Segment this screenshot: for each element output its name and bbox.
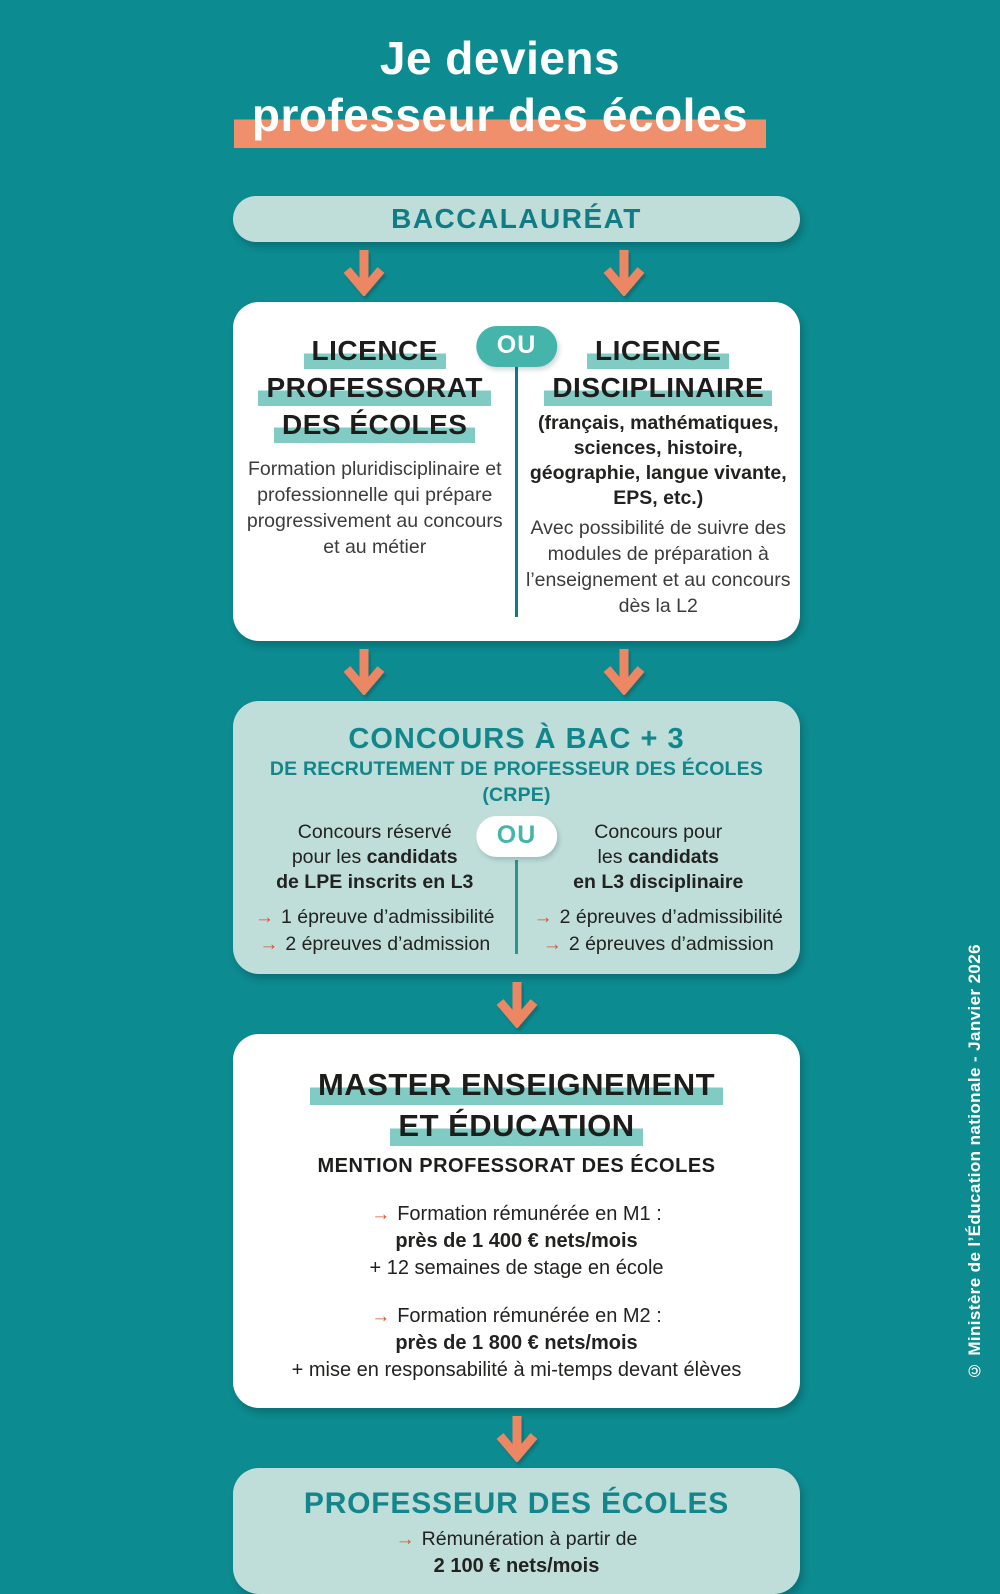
licence-pe-heading-line: PROFESSORAT [241,369,509,406]
title-line-2 [0,87,1000,144]
right-arrow-icon: → [371,1204,391,1225]
professeur-salary [233,1526,800,1580]
down-arrow-icon [496,982,538,1028]
arrow-master-to-professeur [233,1416,800,1462]
arrows-bac-to-licence [233,250,800,296]
concours-lpe-line: pour les candidats [291,846,458,868]
arrow-concours-to-master [233,982,800,1028]
concours-lpe-bullets [239,904,511,958]
right-arrow-icon: → [533,907,553,928]
bullet-item: → Formation rémunérée en M1 : [233,1201,800,1228]
down-arrow-icon [343,649,385,695]
bullet-item: → 2 épreuves d’admission [523,931,795,958]
concours-title: CONCOURS À BAC + 3 [348,723,685,755]
down-arrow-icon [496,1416,538,1462]
bullet-item: → 2 épreuves d’admission [239,931,511,958]
flowchart [233,144,800,1594]
concours-subtitle: DE RECRUTEMENT DE PROFESSEUR DES ÉCOLES (CRPE) [269,758,764,806]
arrows-licence-to-concours [233,649,800,695]
master-mention: MENTION PROFESSORAT DES ÉCOLES [317,1155,716,1177]
licence-disc-heading-line: LICENCE [525,332,793,369]
licence-professorat-column [233,332,517,619]
right-arrow-icon: → [542,934,562,955]
bullet-item: → Rémunération à partir de [233,1526,800,1553]
column-divider [515,860,518,954]
master-item-m2-salary: près de 1 800 € nets/mois [395,1332,638,1354]
right-arrow-icon: → [254,907,274,928]
concours-lpe-column [233,820,517,958]
step-master [233,1034,800,1408]
master-item-m2 [233,1303,800,1384]
concours-disc-bullets [523,904,795,958]
master-item-m1-salary: près de 1 400 € nets/mois [395,1230,638,1252]
licence-pe-heading-line: LICENCE [241,332,509,369]
poster-title [0,0,1000,144]
professeur-salary-amount: 2 100 € nets/mois [433,1555,600,1577]
right-arrow-icon: → [395,1529,415,1550]
licence-disc-heading-line: DISCIPLINAIRE [525,369,793,406]
step-concours [233,701,800,974]
copyright-text: © Ministère de l’Éducation nationale - Janvier 2026 [965,943,984,1380]
licence-pe-description: Formation pluridisciplinaire et professionnelle qui prépare progressivement au concours et au métier [246,458,503,558]
step-baccalaureat [233,196,800,242]
licence-pe-heading-line: DES ÉCOLES [241,406,509,443]
master-item-m1 [233,1201,800,1282]
bullet-item: → Formation rémunérée en M2 : [233,1303,800,1330]
column-divider [515,334,518,617]
bullet-item: → 1 épreuve d’admissibilité [239,904,511,931]
title-line-1: Je deviens [379,32,621,84]
down-arrow-icon [603,250,645,296]
down-arrow-icon [343,250,385,296]
concours-lpe-line: de LPE inscrits en L3 [276,871,474,893]
ou-badge: OU [476,816,558,857]
master-item-m2-extra: + mise en responsabilité à mi-temps devant élèves [291,1359,742,1381]
master-heading-line: ET ÉDUCATION [233,1105,800,1146]
right-arrow-icon: → [371,1306,391,1327]
bullet-item: → 2 épreuves d’admissibilité [523,904,795,931]
concours-disciplinaire-column [517,820,801,958]
title-highlight-bar: professeur des écoles [234,89,766,148]
step-licence [233,302,800,641]
concours-disc-line: les candidats [597,846,719,868]
concours-columns [233,820,800,958]
ou-badge: OU [476,326,558,367]
down-arrow-icon [603,649,645,695]
licence-disc-description: Avec possibilité de suivre des modules de préparation à l’enseignement et au concours dès la L2 [526,517,791,617]
master-heading-line: MASTER ENSEIGNEMENT [233,1064,800,1105]
concours-disc-line: Concours pour [594,821,723,843]
baccalaureat-label: BACCALAURÉAT [391,203,642,234]
concours-lpe-line: Concours réservé [297,821,452,843]
professeur-title: PROFESSEUR DES ÉCOLES [303,1487,730,1520]
step-professeur [233,1468,800,1594]
concours-disc-line: en L3 disciplinaire [573,871,744,893]
licence-disc-subjects: (français, mathématiques, sciences, histoire, géographie, langue vivante, EPS, etc.) [529,412,787,509]
right-arrow-icon: → [259,934,279,955]
master-item-m1-extra: + 12 semaines de stage en école [369,1257,664,1279]
licence-disciplinaire-column [517,332,801,619]
